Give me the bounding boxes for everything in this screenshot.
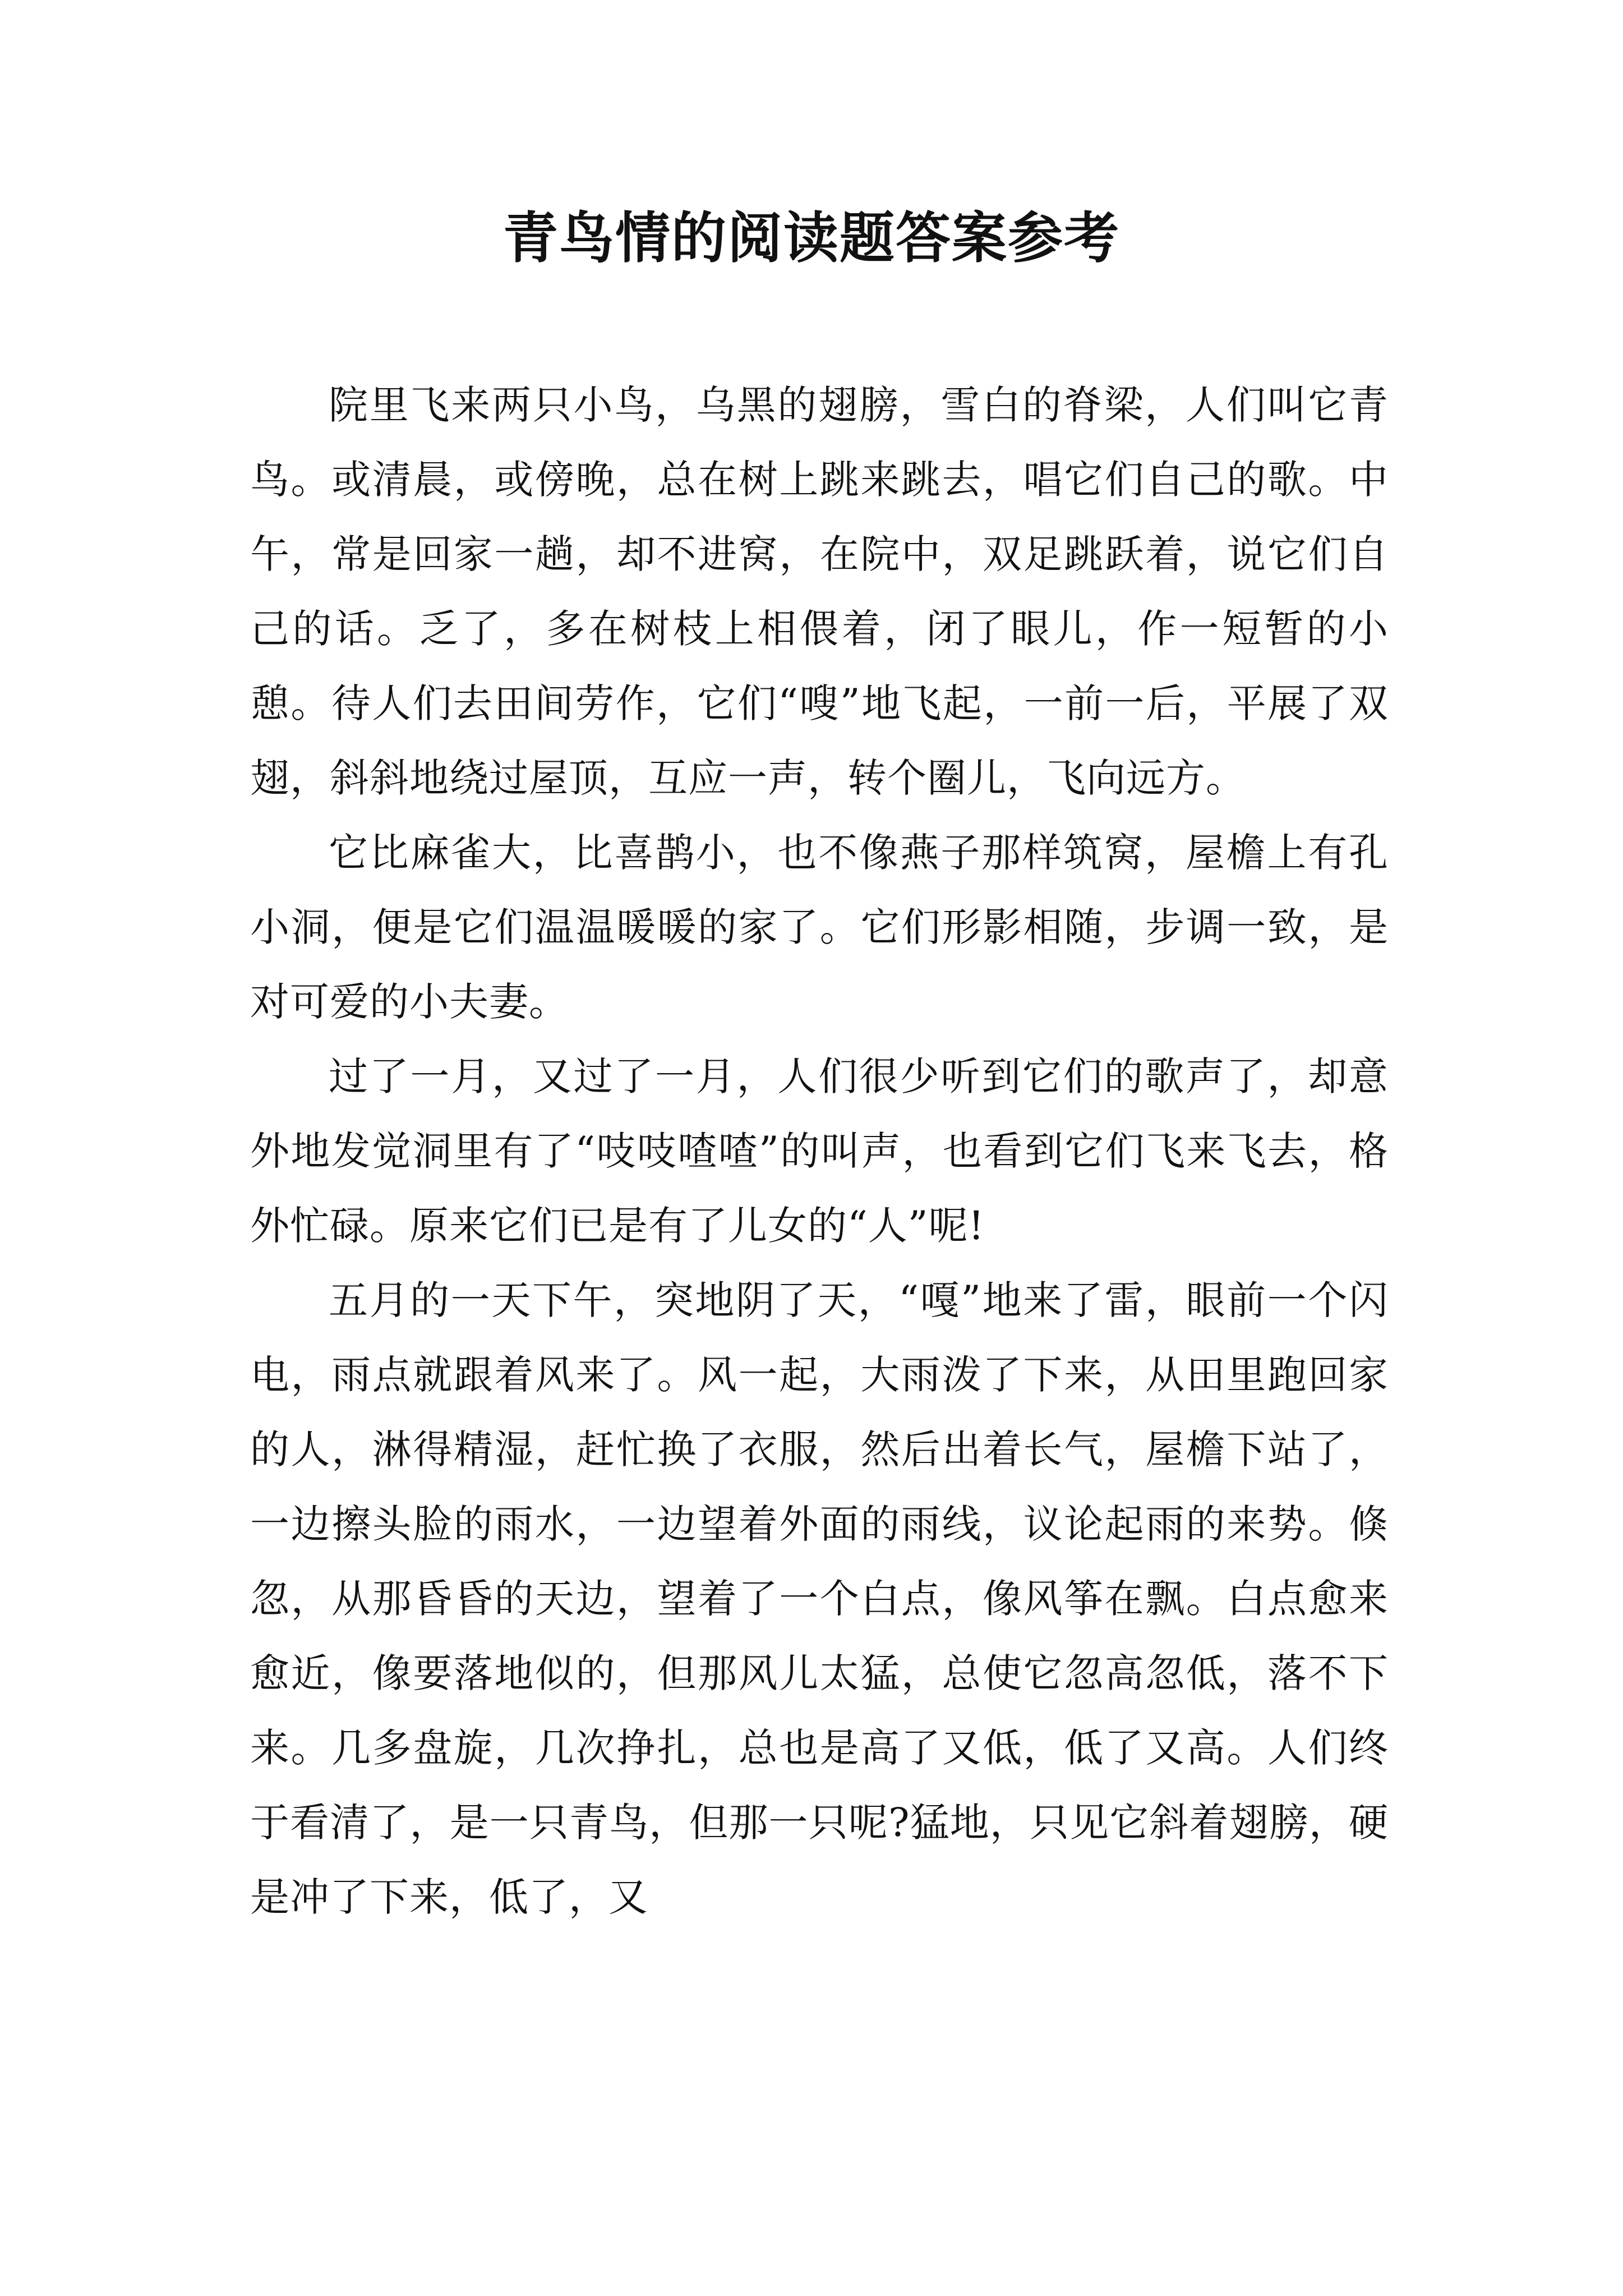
paragraph-1: 院里飞来两只小鸟，乌黑的翅膀，雪白的脊梁，人们叫它青鸟。或清晨，或傍晚，总在树上跳来跳去，唱它们自己的歌。中午，常是回家一趟，却不进窝，在院中，双足跳跃着，说它们自己的话。乏了，多在树枝上相偎着，闭了眼儿，作一短暂的小憩。待人们去田间劳作，它们“嗖”地飞起，一前一后，平展了双翅，斜斜地绕过屋顶，互应一声，转个圈儿，飞向远方。 (250, 382, 1389, 801)
paragraph-4: 五月的一天下午，突地阴了天，“嘎”地来了雷，眼前一个闪电，雨点就跟着风来了。风一起，大雨泼了下来，从田里跑回家的人，淋得精湿，赶忙换了衣服，然后出着长气，屋檐下站了，一边擦头脸的雨水，一边望着外面的雨线，议论起雨的来势。倏忽，从那昏昏的天边，望着了一个白点，像风筝在飘。白点愈来愈近，像要落地似的，但那风儿太猛，总使它忽高忽低，落不下来。几多盘旋，几次挣扎，总也是高了又低，低了又高。人们终于看清了，是一只青鸟，但那一只呢?猛地，只见它斜着翅膀，硬是冲了下来，低了，又 (250, 1277, 1389, 1920)
document-title: 青鸟情的阅读题答案参考 (502, 206, 1120, 270)
paragraph-2: 它比麻雀大，比喜鹊小，也不像燕子那样筑窝，屋檐上有孔小洞，便是它们温温暖暖的家了。它们形影相随，步调一致，是对可爱的小夫妻。 (250, 830, 1389, 1025)
document-body (250, 368, 1389, 1935)
paragraph-3: 过了一月，又过了一月，人们很少听到它们的歌声了，却意外地发觉洞里有了“吱吱喳喳”的叫声，也看到它们飞来飞去，格外忙碌。原来它们已是有了儿女的“人”呢! (250, 1053, 1389, 1249)
